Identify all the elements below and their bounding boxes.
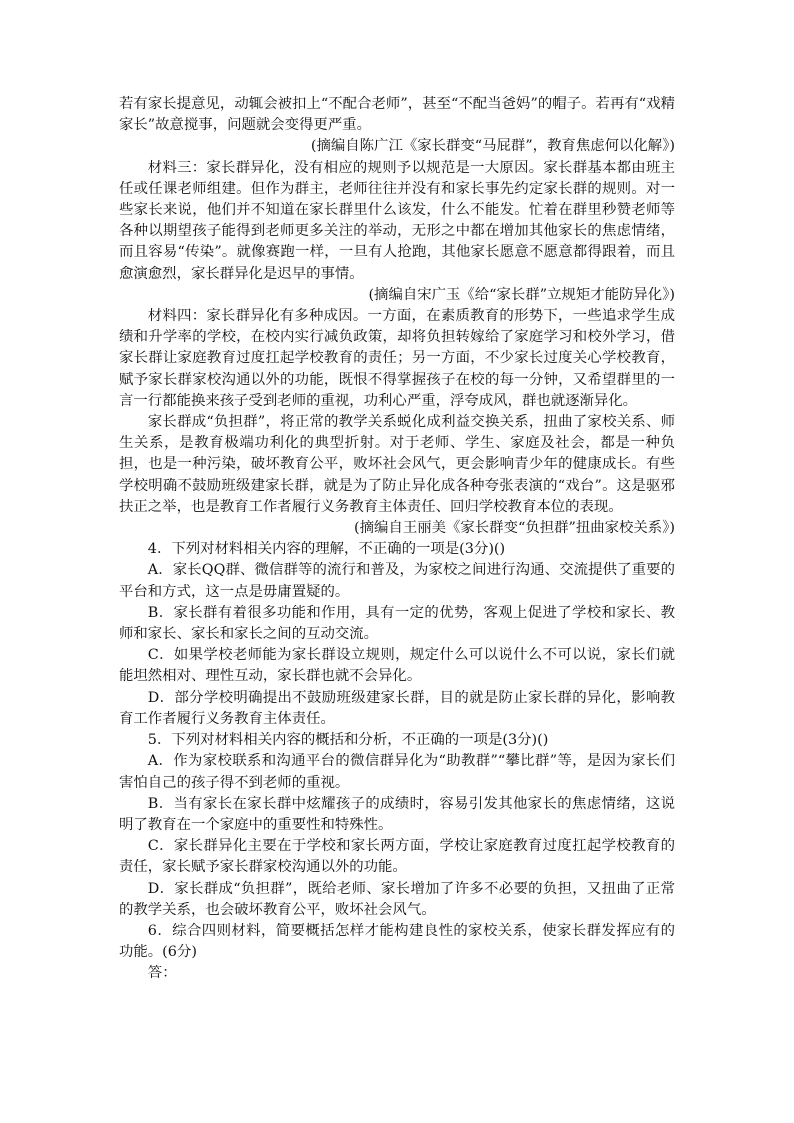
material-four-paragraph: 材料四：家长群异化有多种成因。一方面，在素质教育的形势下，一些追求学生成绩和升学率的学校，在校内实行减负政策，却将负担转嫁给了家庭学习和校外学习，借家长群让家庭教育过度扛起学校教育的责任；另一方面，不少家长过度关心学校教育，赋予家长群家校沟通以外的功能，既恨不得掌握孩子在校的每一分钟，又希望群里的一言一行都能换来孩子受到老师的重视，功利心严重，浮夸成风，群也就逐渐异化。 [119,308,675,409]
question-4-option-c: C．如果学校老师能为家长群设立规则，规定什么可以说什么不可以说，家长们就能坦然相对、理性互动，家长群也就不会异化。 [119,647,675,685]
question-4-option-b: B．家长群有着很多功能和作用，具有一定的优势，客观上促进了学校和家长、教师和家长、家长和家长之间的互动交流。 [119,604,675,643]
source-citation: (摘编自陈广江《家长群变“马屁群”，教育焦虑何以化解》) [310,138,675,155]
material-four-paragraph-2: 家长群成“负担群”，将正常的教学关系蜕化成利益交换关系，扭曲了家校关系、师生关系，是教育极端功利化的典型折射。对于老师、学生、家庭及社会，都是一种负担，也是一种污染，破坏教育公平，败坏社会风气，更会影响青少年的健康成长。有些学校明确不鼓励班级建家长群，就是为了防止异化成各种夸张表演的“戏台”。这是驱邪扶正之举，也是教育工作者履行义务教育主体责任、回归学校教育本位的表现。 [119,414,675,515]
question-4-stem: 4．下列对材料相关内容的理解，不正确的一项是(3分)() [147,541,506,558]
question-6-stem: 6．综合四则材料，简要概括怎样才能构建良性的家校关系，使家长群发挥应有的功能。(6分) [119,922,675,961]
question-5-option-c: C．家长群异化主要在于学校和家长两方面，学校让家庭教育过度扛起学校教育的责任，家长赋予家长群家校沟通以外的功能。 [119,838,675,876]
question-5-option-b: B．当有家长在家长群中炫耀孩子的成绩时，容易引发其他家长的焦虑情绪，这说明了教育在一个家庭中的重要性和特殊性。 [119,795,675,833]
source-citation: (摘编自宋广玉《给“家长群”立规矩才能防异化》) [368,286,675,303]
answer-label: 答： [147,965,177,982]
question-4-option-a: A．家长QQ群、微信群等的流行和普及，为家校之间进行沟通、交流提供了重要的平台和方式，这一点是毋庸置疑的。 [119,562,675,600]
question-5-stem: 5．下列对材料相关内容的概括和分析，不正确的一项是(3分)() [147,732,549,749]
passage-paragraph: 若有家长提意见，动辄会被扣上“不配合老师”，甚至“不配当爸妈”的帽子。若再有“戏精家长”故意搅事，问题就会变得更严重。 [119,96,675,134]
question-5-option-a: A．作为家校联系和沟通平台的微信群异化为“助教群”“攀比群”等，是因为家长们害怕自己的孩子得不到老师的重视。 [119,753,675,791]
exam-page [119,94,675,985]
source-citation: (摘编自王丽美《家长群变“负担群”扭曲家校关系》) [354,520,675,537]
question-5-option-d: D．家长群成“负担群”，既给老师、家长增加了许多不必要的负担，又扭曲了正常的教学关系，也会破坏教育公平，败坏社会风气。 [119,880,675,918]
question-4-option-d: D．部分学校明确提出不鼓励班级建家长群，目的就是防止家长群的异化，影响教育工作者履行义务教育主体责任。 [119,689,675,727]
material-three-paragraph: 材料三：家长群异化，没有相应的规则予以规范是一大原因。家长群基本都由班主任或任课老师组建。但作为群主，老师往往并没有和家长事先约定家长群的规则。对一些家长来说，他们并不知道在家长群里什么该发，什么不能发。忙着在群里秒赞老师等各种以期望孩子能得到老师更多关注的举动，无形之中都在增加其他家长的焦虑情绪，而且容易“传染”。就像赛跑一样，一旦有人抢跑，其他家长愿意不愿意都得跟着，而且愈演愈烈，家长群异化是迟早的事情。 [119,159,675,282]
